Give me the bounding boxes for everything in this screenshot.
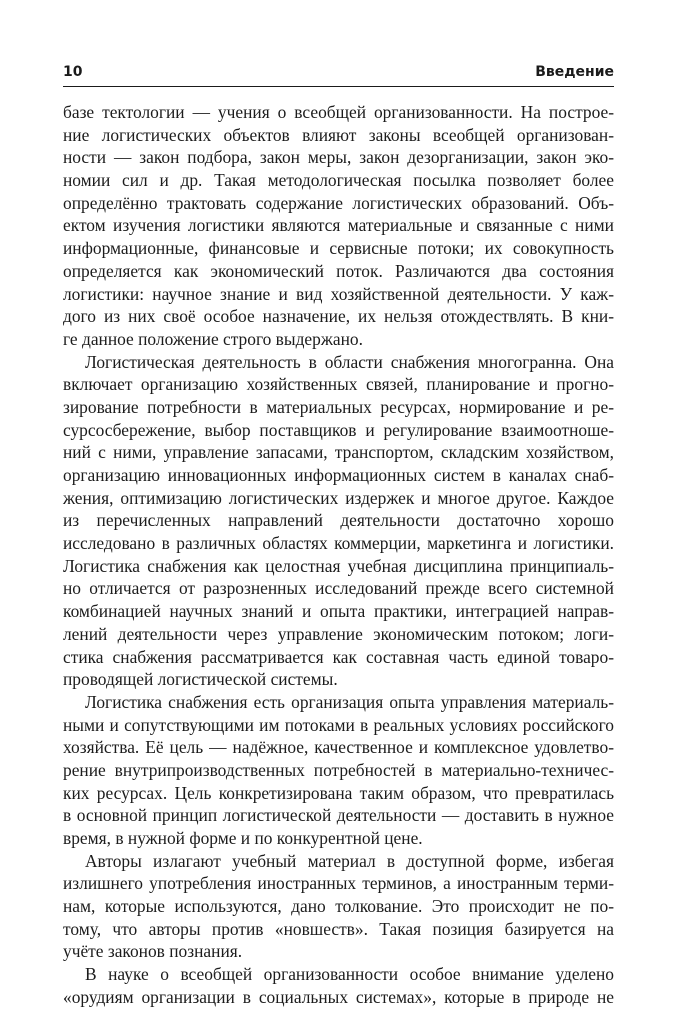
text-line: излишнего употребления иностранных терминов, а иностранным терми- xyxy=(63,873,614,894)
body-text xyxy=(63,101,614,1009)
text-line: нам, которые используются, дано толкование. Это происходит не по- xyxy=(63,896,614,917)
text-line: Авторы излагают учебный материал в доступной форме, избегая xyxy=(85,850,614,871)
text-line: лений деятельности через управление экономическим потоком; логи- xyxy=(63,623,614,644)
text-line: хозяйства. Её цель — надёжное, качественное и комплексное удовлетво- xyxy=(63,737,614,758)
text-line: проводящей логистической системы. xyxy=(63,669,338,690)
text-line: сурсосбережение, выбор поставщиков и регулирование взаимоотноше- xyxy=(63,419,614,440)
text-line: ких ресурсах. Цель конкретизирована таким образом, что превратилась xyxy=(63,782,614,803)
text-line: время, в нужной форме и по конкурентной цене. xyxy=(63,828,423,848)
text-line: в основной принцип логистической деятельности — доставить в нужное xyxy=(63,805,614,826)
text-line: ние логистических объектов влияют законы всеобщей организован- xyxy=(63,124,614,145)
text-line: организацию инновационных информационных систем в каналах снаб- xyxy=(63,465,614,485)
text-line: комбинацией научных знаний и опыта практики, интеграцией направ- xyxy=(63,601,614,622)
section-title: Введение xyxy=(535,64,614,80)
text-line: определяется как экономический поток. Различаются два состояния xyxy=(63,260,614,281)
text-line: исследовано в различных областях коммерции, маркетинга и логистики. xyxy=(63,533,614,554)
text-line: номии сил и др. Такая методологическая посылка позволяет более xyxy=(63,170,614,191)
text-line: но отличается от разрозненных исследований прежде всего системной xyxy=(63,578,614,599)
text-line: зирование потребности в материальных ресурсах, нормирование и ре- xyxy=(63,396,614,417)
text-line: «орудиям организации в социальных системах», которые в природе не xyxy=(63,986,614,1007)
text-line: В науке о всеобщей организованности особое внимание уделено xyxy=(85,964,614,985)
text-line: стика снабжения рассматривается как составная часть единой товаро- xyxy=(63,646,614,667)
text-line: определённо трактовать содержание логистических образований. Объ- xyxy=(63,192,614,213)
text-line: ний с ними, управление запасами, транспортом, складским хозяйством, xyxy=(63,442,614,463)
text-line: логистики: научное знание и вид хозяйственной деятельности. У каж- xyxy=(63,283,614,304)
text-line: ге данное положение строго выдержано. xyxy=(63,328,363,349)
text-line: тому, что авторы против «новшеств». Такая позиция базируется на xyxy=(63,918,614,939)
page-number: 10 xyxy=(63,64,83,80)
text-line: Логистика снабжения есть организация опыта управления материаль- xyxy=(85,691,614,712)
text-line: включает организацию хозяйственных связей, планирование и прогно- xyxy=(63,374,614,395)
text-line: ности — закон подбора, закон меры, закон дезорганизации, закон эко- xyxy=(63,147,614,168)
text-line: учёте законов познания. xyxy=(63,941,243,962)
text-line: Логистика снабжения как целостная учебная дисциплина принципиаль- xyxy=(63,555,614,576)
text-line: жения, оптимизацию логистических издержек и многое другое. Каждое xyxy=(63,487,614,508)
text-line: дого из них своё особое назначение, их нельзя отождествлять. В кни- xyxy=(63,306,614,327)
text-line: базе тектологии — учения о всеобщей организованности. На построе- xyxy=(63,102,614,122)
text-line: ными и сопутствующими им потоками в реальных условиях российского xyxy=(63,714,614,735)
text-line: рение внутрипроизводственных потребностей в материально-техничес- xyxy=(63,759,614,780)
text-line: Логистическая деятельность в области снабжения многогранна. Она xyxy=(85,351,614,372)
text-line: ектом изучения логистики являются материальные и связанные с ними xyxy=(63,215,614,236)
text-line: из перечисленных направлений деятельности достаточно хорошо xyxy=(63,510,614,531)
text-line: информационные, финансовые и сервисные потоки; их совокупность xyxy=(63,238,614,259)
running-head xyxy=(63,62,614,87)
